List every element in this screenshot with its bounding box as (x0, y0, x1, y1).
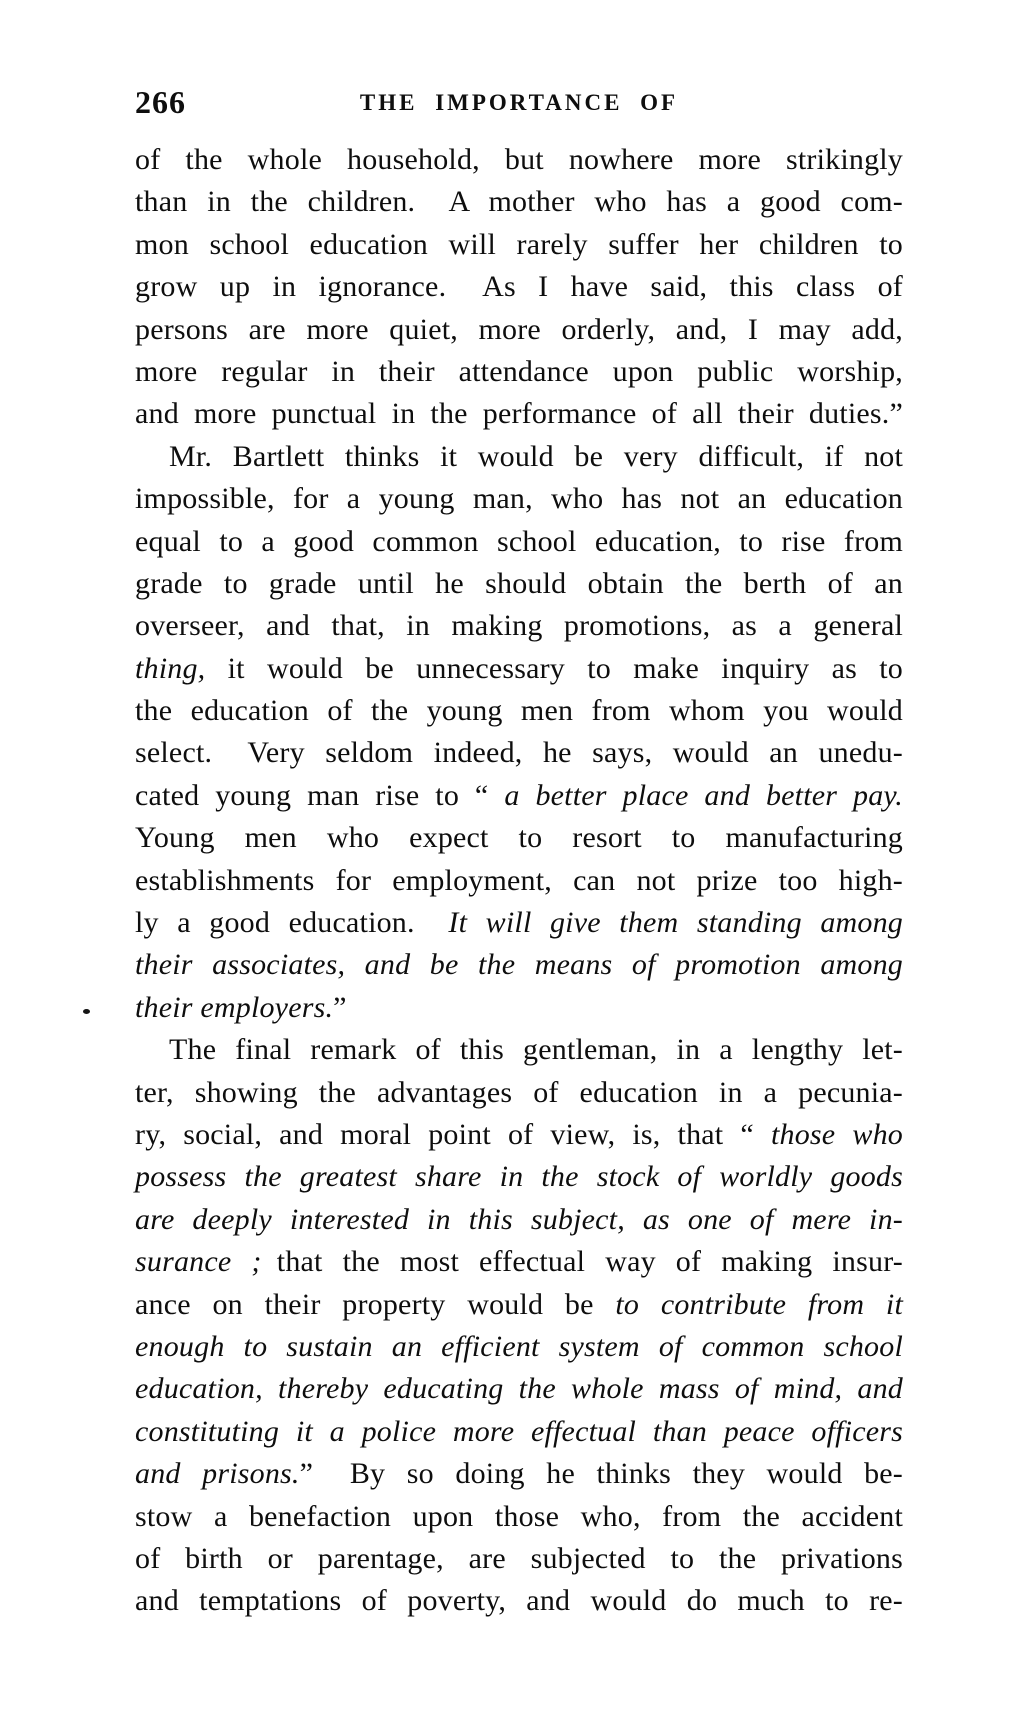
roman-text: more regular in their attendance upon public worship, (135, 354, 903, 388)
roman-text: ry, social, and moral point of view, is, that “ (135, 1117, 771, 1151)
text-line (135, 351, 903, 393)
roman-text: establishments for employment, can not prize too high- (135, 863, 903, 897)
text-line (135, 266, 903, 308)
text-line (135, 860, 903, 902)
italic-text: constituting it a police more effectual than peace officers (135, 1414, 903, 1448)
italic-text: possess the greatest share in the stock of worldly goods (135, 1160, 903, 1194)
text-line (135, 1580, 903, 1622)
roman-text: the education of the young men from whom you would (135, 694, 903, 728)
text-line (135, 1368, 903, 1410)
italic-text: education, thereby educating the whole mass of mind, and (135, 1372, 903, 1406)
italic-text: and prisons. (135, 1457, 300, 1491)
text-block (135, 139, 903, 1623)
text-line (135, 987, 903, 1029)
roman-text: Mr. Bartlett thinks it would be very difficult, if not (169, 439, 903, 473)
roman-text: of birth or parentage, are subjected to the privations (135, 1541, 903, 1575)
roman-text: Young men who expect to resort to manufacturing (135, 821, 903, 855)
italic-text: surance ; (135, 1245, 262, 1279)
text-line (135, 1453, 903, 1495)
text-line (135, 1538, 903, 1580)
roman-text: grow up in ignorance. As I have said, this class of (135, 270, 903, 304)
roman-text: ” (333, 990, 347, 1024)
text-line (135, 605, 903, 647)
text-line (135, 1156, 903, 1198)
roman-text: ance on their property would be (135, 1287, 616, 1321)
italic-text: thing, (135, 651, 206, 685)
roman-text: impossible, for a young man, who has not an education (135, 482, 903, 516)
text-line (135, 817, 903, 859)
text-line (135, 944, 903, 986)
text-line (135, 563, 903, 605)
roman-text: and temptations of poverty, and would do much to re- (135, 1584, 903, 1618)
italic-text: are deeply interested in this subject, as one of mere in- (135, 1202, 903, 1236)
text-line (135, 732, 903, 774)
italic-text: It will give them standing among (448, 906, 904, 940)
text-line (135, 648, 903, 690)
italic-text: enough to sustain an efficient system of common school (135, 1329, 903, 1363)
text-line (135, 1284, 903, 1326)
roman-text: The final remark of this gentleman, in a lengthy let- (169, 1033, 903, 1067)
roman-text: mon school education will rarely suffer her children to (135, 227, 903, 261)
text-line (135, 902, 903, 944)
text-line (135, 1326, 903, 1368)
roman-text: grade to grade until he should obtain the berth of an (135, 566, 903, 600)
text-line (135, 478, 903, 520)
running-title: THE IMPORTANCE OF (359, 90, 679, 115)
roman-text: that the most effectual way of making insur- (261, 1245, 903, 1279)
text-line (135, 1114, 903, 1156)
text-line (135, 1072, 903, 1114)
roman-text: ter, showing the advantages of education in a pecunia- (135, 1075, 903, 1109)
text-line (135, 181, 903, 223)
italic-text: their associates, and be the means of promotion among (135, 948, 903, 982)
text-line (135, 1496, 903, 1538)
roman-text: ly a good education. (135, 906, 449, 940)
text-line (135, 1029, 903, 1071)
text-line (135, 1199, 903, 1241)
page-header (135, 84, 903, 124)
italic-text: their employers. (135, 990, 334, 1024)
italic-text: a better place and better pay. (504, 778, 903, 812)
text-line (135, 309, 903, 351)
text-line (135, 224, 903, 266)
roman-text: and more punctual in the performance of all their duties.” (135, 397, 903, 431)
roman-text: ” By so doing he thinks they would be- (299, 1457, 903, 1491)
roman-text: of the whole household, but nowhere more strikingly (135, 143, 903, 176)
page-number: 266 (135, 84, 186, 120)
italic-text: those who (770, 1117, 903, 1151)
text-line (135, 775, 903, 817)
text-line (135, 436, 903, 478)
roman-text: equal to a good common school education, to rise from (135, 524, 903, 558)
text-line (135, 1241, 903, 1283)
roman-text: stow a benefaction upon those who, from the accident (135, 1499, 903, 1533)
text-line (135, 139, 903, 181)
margin-ink-speck (83, 1009, 90, 1014)
text-line (135, 690, 903, 732)
italic-text: to contribute from it (615, 1287, 903, 1321)
text-line (135, 521, 903, 563)
roman-text: it would be unnecessary to make inquiry as to (205, 651, 903, 685)
roman-text: persons are more quiet, more orderly, and, I may add, (135, 312, 903, 346)
roman-text: cated young man rise to “ (135, 778, 505, 812)
roman-text: select. Very seldom indeed, he says, would an unedu- (135, 736, 903, 770)
roman-text: than in the children. A mother who has a good com- (135, 185, 903, 219)
roman-text: overseer, and that, in making promotions, as a general (135, 609, 903, 643)
text-line (135, 1411, 903, 1453)
text-line (135, 393, 903, 435)
